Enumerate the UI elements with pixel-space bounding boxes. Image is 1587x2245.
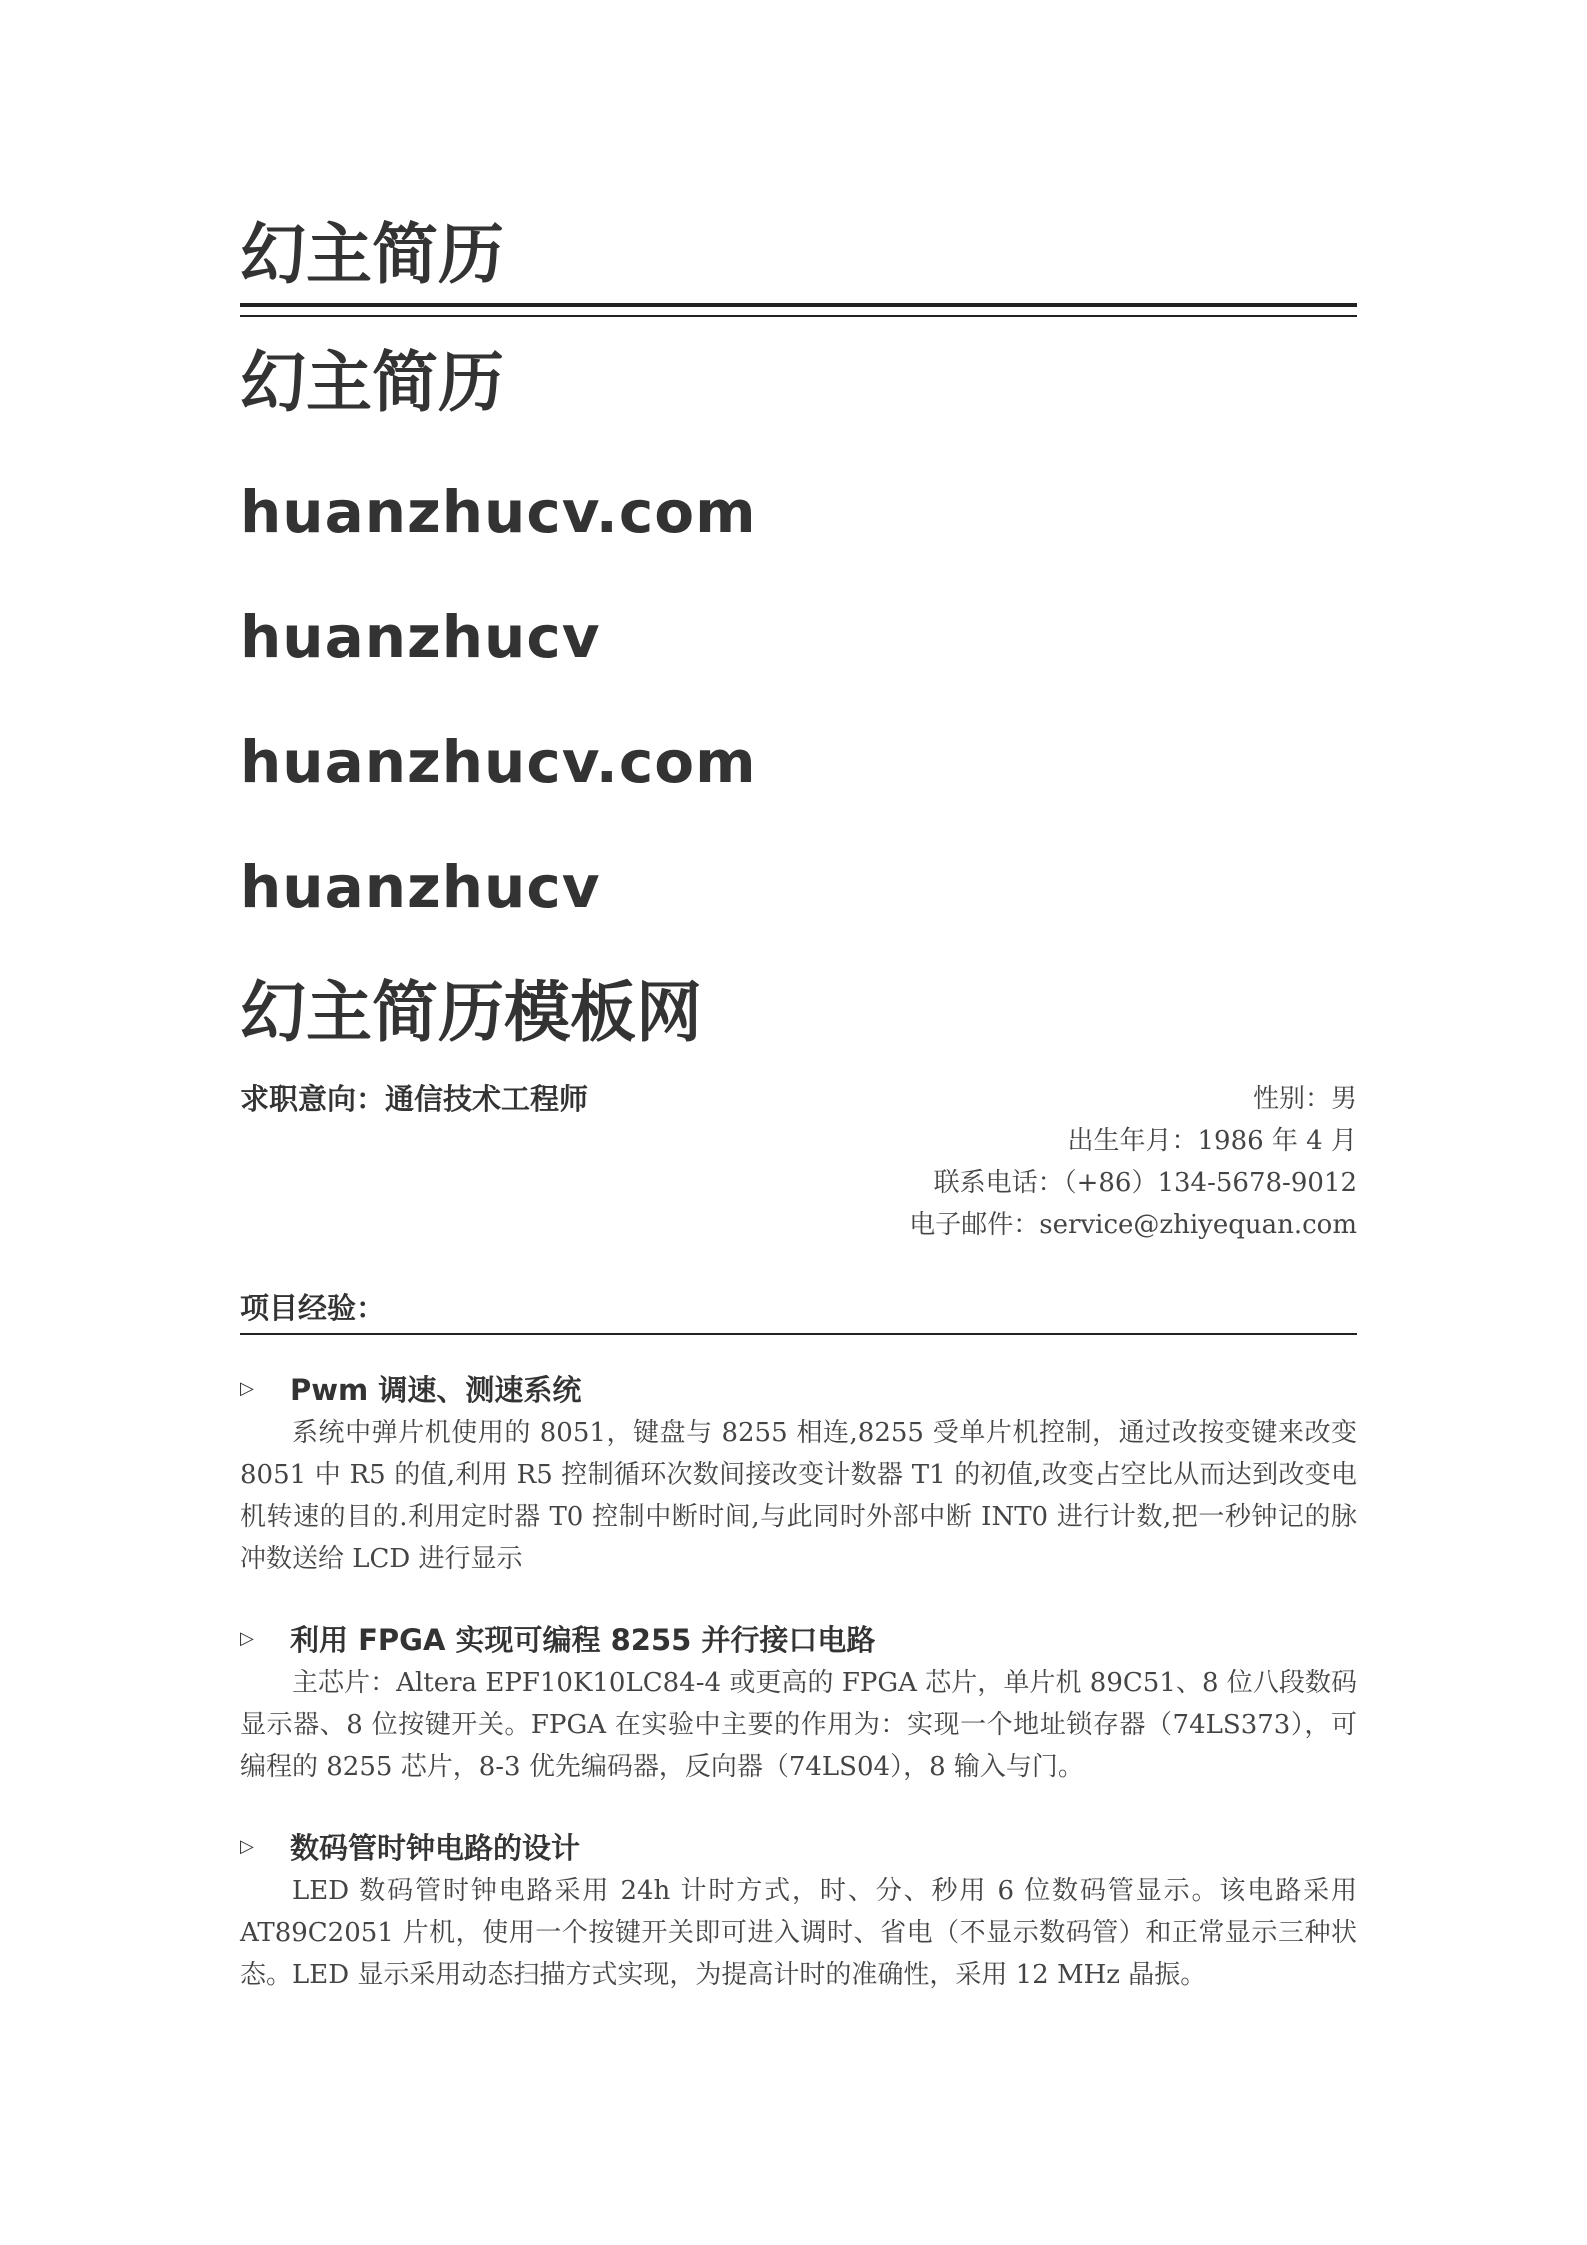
project-item	[240, 1368, 1357, 1580]
page-title: 幻主简历	[240, 216, 504, 293]
project-header	[240, 1618, 1357, 1662]
project-description: 系统中弹片机使用的 8051，键盘与 8255 相连,8255 受单片机控制，通过改按变键来改变8051 中 R5 的值,利用 R5 控制循环次数间接改变计数器 T1 的初值,改变占空比从而达到改变电机转速的目的.利用定时器 T0 控制中断时间,与此同时外部中断 INT0 进行计数,把一秒钟记的脉冲数送给 LCD 进行显示	[240, 1418, 1357, 1574]
site-line-4: huanzhucv	[240, 853, 601, 921]
project-description: 主芯片：Altera EPF10K10LC84-4 或更高的 FPGA 芯片，单片机 89C51、8 位八段数码显示器、8 位按键开关。FPGA 在实验中主要的作用为：实现一个地址锁存器（74LS373），可编程的 8255 芯片，8-3 优先编码器，反向器（74LS04），8 输入与门。	[240, 1668, 1357, 1782]
gender-info: 性别：男	[1252, 1084, 1357, 1114]
triangle-bullet-icon: ▷	[240, 1628, 254, 1649]
site-line-3: huanzhucv.com	[240, 728, 757, 796]
project-item	[240, 1826, 1357, 1996]
project-header	[240, 1826, 1357, 1870]
project-description: LED 数码管时钟电路采用 24h 计时方式，时、分、秒用 6 位数码管显示。该电路采用 AT89C2051 片机，使用一个按键开关即可进入调时、省电（不显示数码管）和正常显示三种状态。LED 显示采用动态扫描方式实现，为提高计时的准确性，采用 12 MHz 晶振。	[240, 1876, 1357, 1990]
triangle-bullet-icon: ▷	[240, 1836, 254, 1857]
project-header	[240, 1368, 1357, 1412]
phone-info: 联系电话：（+86）134-5678-9012	[933, 1168, 1357, 1198]
site-line-1: huanzhucv.com	[240, 478, 757, 546]
project-title: 利用 FPGA 实现可编程 8255 并行接口电路	[290, 1623, 876, 1657]
birth-info: 出生年月：1986 年 4 月	[1067, 1126, 1357, 1156]
template-site-title: 幻主简历模板网	[240, 974, 702, 1051]
site-line-2: huanzhucv	[240, 603, 601, 671]
email-info: 电子邮件：service@zhiyequan.com	[909, 1210, 1357, 1240]
triangle-bullet-icon: ▷	[240, 1378, 254, 1399]
resume-page	[240, 0, 1357, 2245]
project-title: 数码管时钟电路的设计	[290, 1831, 581, 1865]
section-divider	[240, 1333, 1357, 1335]
brand-title: 幻主简历	[240, 344, 504, 421]
job-objective: 求职意向：通信技术工程师	[240, 1082, 589, 1116]
title-double-divider	[240, 303, 1357, 317]
project-item	[240, 1618, 1357, 1788]
project-title: Pwm 调速、测速系统	[290, 1373, 582, 1407]
section-title-projects: 项目经验：	[240, 1291, 386, 1325]
